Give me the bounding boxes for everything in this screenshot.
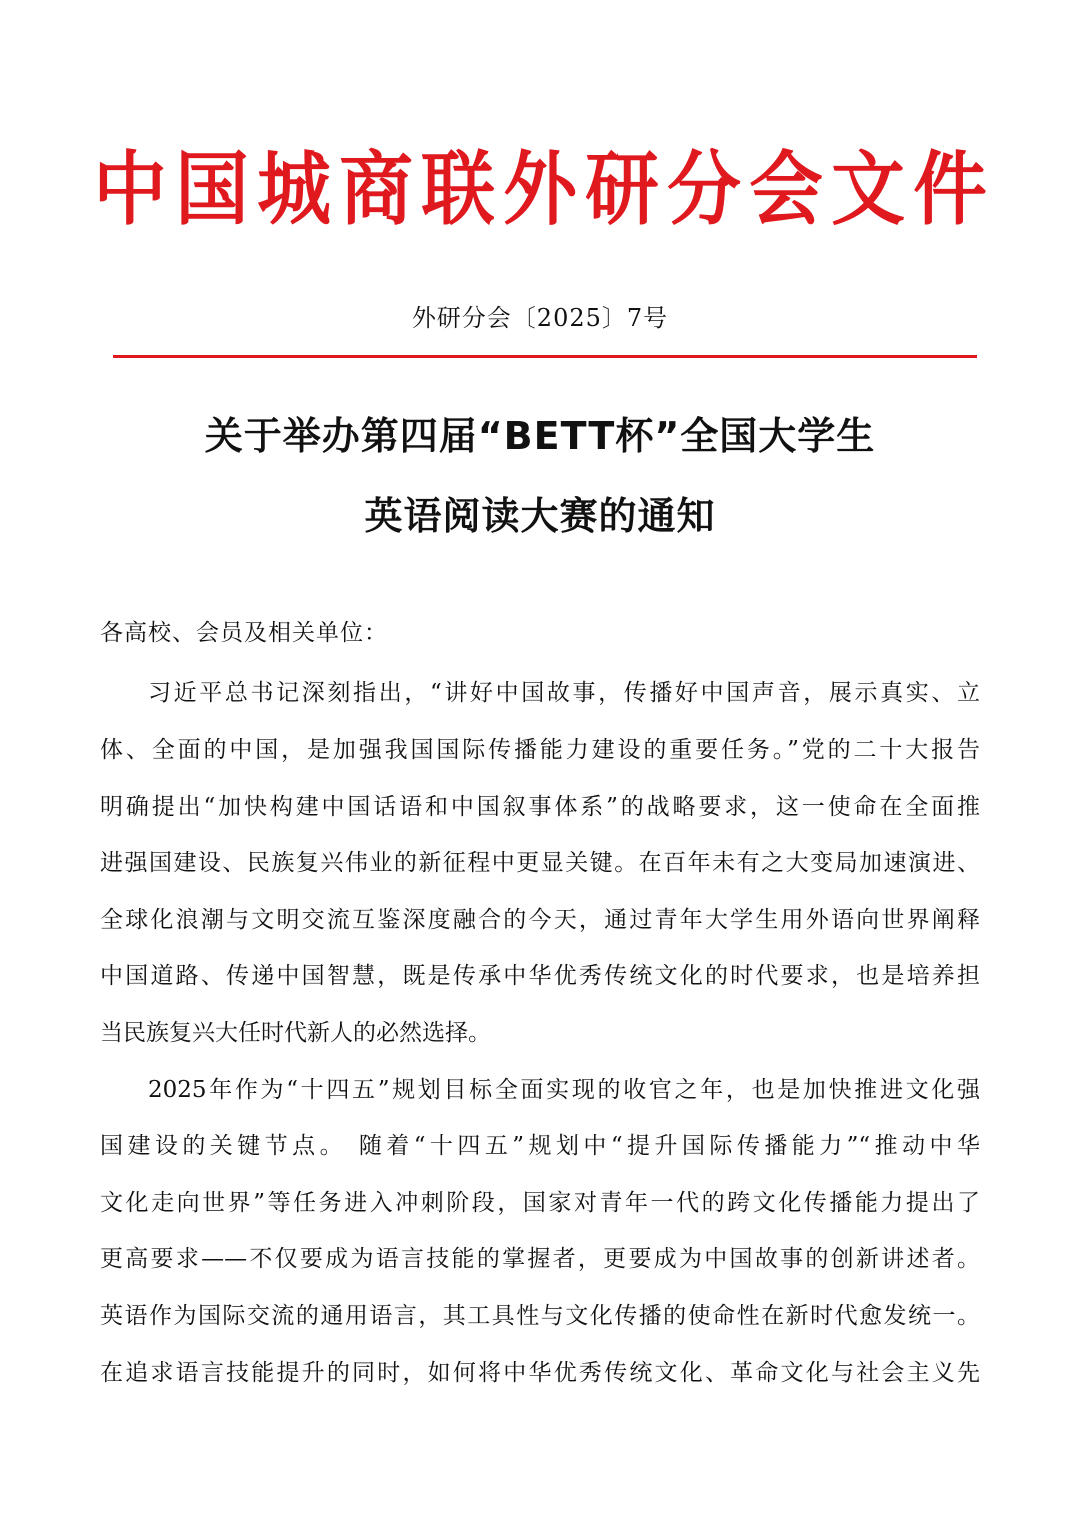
masthead-char: 研 [585,143,659,236]
document-number: 外研分会〔2025〕7号 [411,304,669,332]
paragraph-2-line: 在追求语言技能提升的同时，如何将中华优秀传统文化、革命文化与社会主义先 [100,1360,980,1386]
red-divider [113,355,977,358]
masthead-char: 分 [667,143,741,236]
paragraph-1-line: 进强国建设、民族复兴伟业的新征程中更显关键。在百年未有之大变局加速演进、 [100,850,980,876]
masthead-char: 城 [257,143,331,236]
paragraph-1-line: 全球化浪潮与文明交流互鉴深度融合的今天，通过青年大学生用外语向世界阐释 [100,907,980,933]
masthead-char: 国 [175,143,249,236]
masthead-char: 会 [749,143,823,236]
paragraph-1-line: 体、全面的中国，是加强我国国际传播能力建设的重要任务。”党的二十大报告 [100,737,980,763]
paragraph-1-line: 当民族复兴大任时代新人的必然选择。 [100,1020,491,1046]
masthead-char: 商 [339,143,413,236]
paragraph-2-line: 国建设的关键节点。 随着“十四五”规划中“提升国际传播能力”“推动中华 [100,1133,980,1159]
salutation: 各高校、会员及相关单位： [100,620,388,646]
paragraph-1-line: 中国道路、传递中国智慧，既是传承中华优秀传统文化的时代要求，也是培养担 [100,963,980,989]
masthead-char: 文 [831,143,905,236]
paragraph-1-line: 习近平总书记深刻指出，“讲好中国故事，传播好中国声音，展示真实、立 [148,680,980,706]
notice-title-line-2: 英语阅读大赛的通知 [364,494,716,538]
masthead-char: 外 [503,143,577,236]
paragraph-2-line: 更高要求——不仅要成为语言技能的掌握者，更要成为中国故事的创新讲述者。 [100,1246,980,1272]
paragraph-2-line: 英语作为国际交流的通用语言，其工具性与文化传播的使命性在新时代愈发统一。 [100,1303,980,1329]
masthead-char: 联 [421,143,495,236]
masthead-title [90,140,990,240]
masthead-char: 中 [93,143,167,236]
paragraph-2-line: 文化走向世界”等任务进入冲刺阶段，国家对青年一代的跨文化传播能力提出了 [100,1190,980,1216]
masthead-char: 件 [913,143,987,236]
paragraph-2-line: 2025年作为“十四五”规划目标全面实现的收官之年，也是加快推进文化强 [148,1077,980,1103]
notice-title-line-1: 关于举办第四届“BETT杯”全国大学生 [204,414,876,458]
paragraph-1-line: 明确提出“加快构建中国话语和中国叙事体系”的战略要求，这一使命在全面推 [100,794,980,820]
